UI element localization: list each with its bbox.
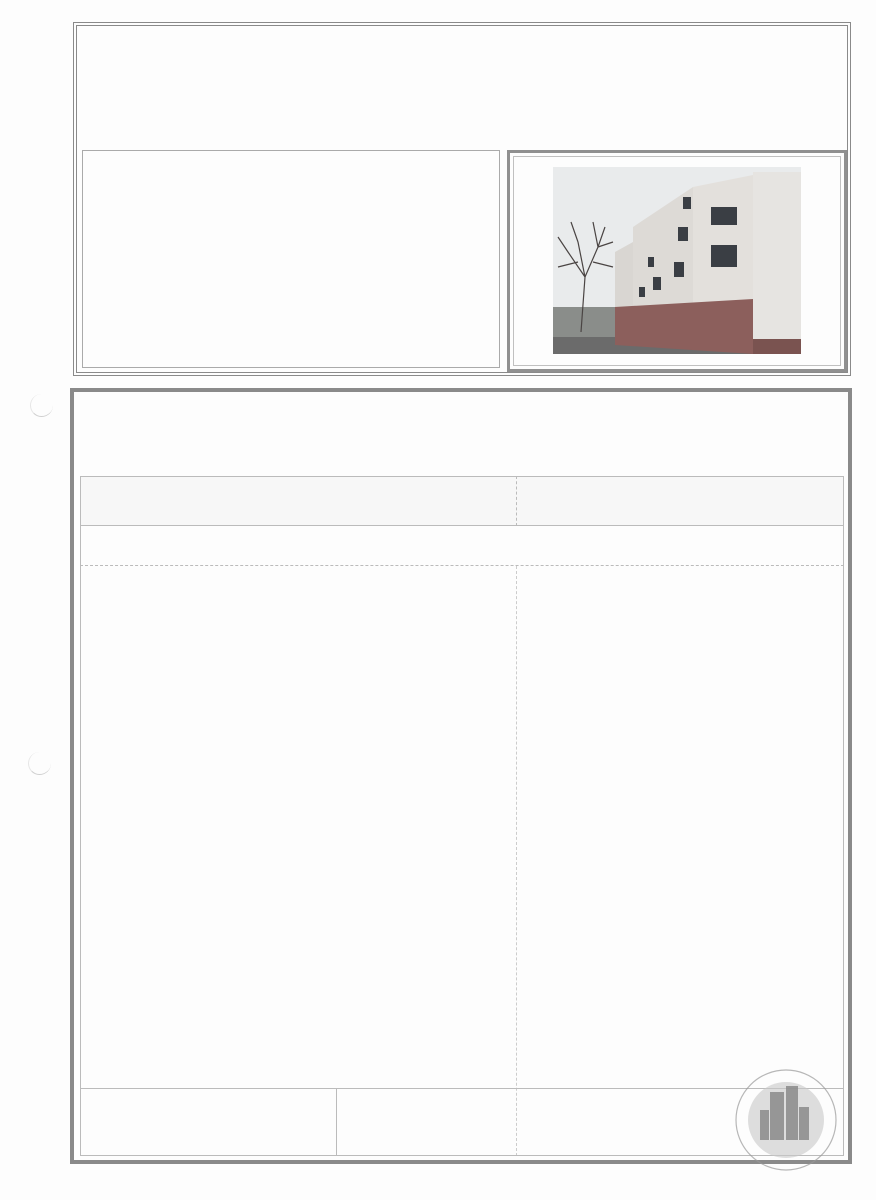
rating-scales-area <box>80 566 844 1088</box>
columns-header <box>80 476 844 526</box>
frydrych-reality-watermark <box>700 1062 872 1182</box>
photo-wall-end <box>753 172 801 352</box>
whole-building-divider <box>336 1088 337 1156</box>
building-photo <box>553 167 801 354</box>
building-info-box <box>82 150 500 368</box>
photo-bushes <box>553 307 623 337</box>
scales-divider <box>516 566 517 1156</box>
city-row <box>97 204 107 219</box>
specific-values-row <box>80 526 844 566</box>
punch-hole-mark <box>28 752 51 775</box>
type-row <box>97 233 107 248</box>
columns-header-divider <box>516 476 517 526</box>
street-row <box>97 175 107 190</box>
photo-plinth <box>615 299 753 354</box>
punch-hole-mark <box>30 394 53 417</box>
photo-plinth-end <box>753 339 801 354</box>
